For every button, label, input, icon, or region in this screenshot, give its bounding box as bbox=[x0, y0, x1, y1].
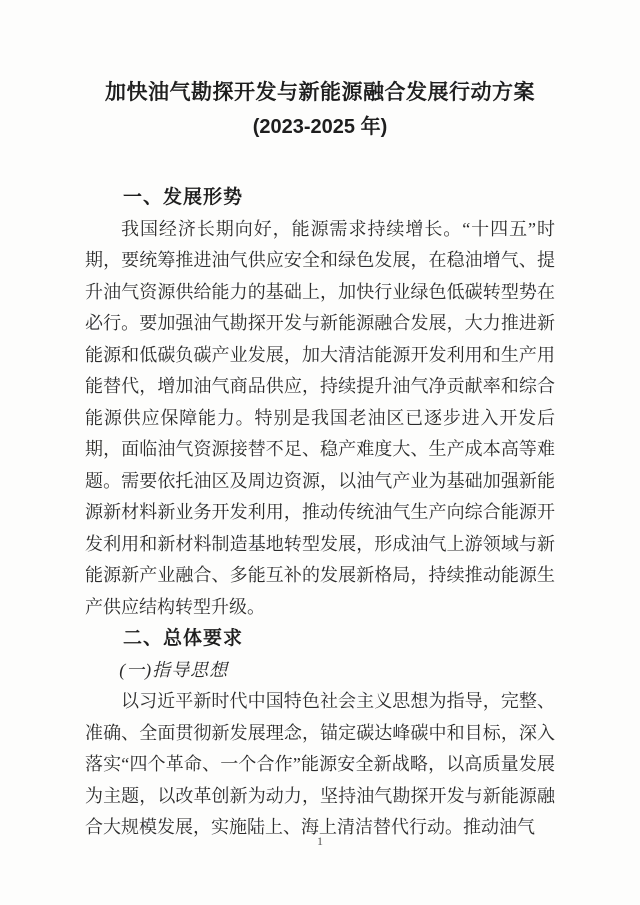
document-body bbox=[85, 182, 555, 844]
document-title: 加快油气勘探开发与新能源融合发展行动方案 bbox=[105, 81, 535, 104]
subsection-heading-guiding-ideology: (一)指导思想 bbox=[119, 659, 229, 680]
page-footer bbox=[0, 832, 640, 850]
document-title-block bbox=[85, 76, 555, 144]
section-heading-overall-requirements: 二、总体要求 bbox=[123, 628, 244, 649]
document-title-years: (2023-2025 年) bbox=[252, 116, 388, 138]
paragraph-guiding-ideology: 以习近平新时代中国特色社会主义思想为指导，完整、准确、全面贯彻新发展理念，锚定碳达峰碳中和目标，深入落实“四个革命、一个合作”能源安全新战略，以高质量发展为主题，以改革创新为动力，坚持油气勘探开发与新能源融合大规模发展，实施陆上、海上清洁替代行动。推动油气 bbox=[85, 691, 555, 837]
section-heading-development-situation: 一、发展形势 bbox=[123, 187, 244, 208]
paragraph-development-situation: 我国经济长期向好，能源需求持续增长。“十四五”时期，要统筹推进油气供应安全和绿色发展，在稳油增气、提升油气资源供给能力的基础上，加快行业绿色低碳转型势在必行。要加强油气勘探开发与新能源融合发展，大力推进新能源和低碳负碳产业发展，加大清洁能源开发利用和生产用能替代，增加油气商品供应，持续提升油气净贡献率和综合能源供应保障能力。特别是我国老油区已逐步进入开发后期，面临油气资源接替不足、稳产难度大、生产成本高等难题。需要依托油区及周边资源，以油气产业为基础加强新能源新材料新业务开发利用，推动传统油气生产向综合能源开发利用和新材料制造基地转型发展，形成油气上游领域与新能源新产业融合、多能互补的发展新格局，持续推动能源生产供应结构转型升级。 bbox=[85, 218, 555, 617]
page-number: 1 bbox=[317, 834, 323, 848]
